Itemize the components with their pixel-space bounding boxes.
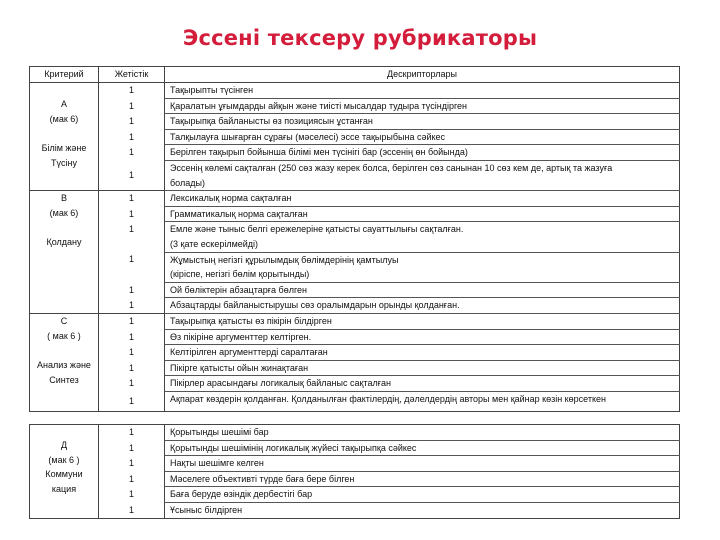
descriptor-cell	[165, 160, 680, 190]
score-cell: 1	[99, 329, 165, 345]
table-row	[30, 456, 680, 472]
score-cell: 1	[99, 298, 165, 314]
table-row	[30, 487, 680, 503]
score-cell: 1	[99, 145, 165, 161]
criterion-c-name-1: Анализ және	[37, 360, 91, 371]
criterion-b-name: Қолдану	[46, 237, 82, 248]
descriptor-cell: Ой бөліктерін абзацтарға бөлген	[165, 282, 680, 298]
criterion-a	[30, 83, 99, 191]
descriptor-line-2: (кіріспе, негізгі бөлім қорытынды)	[170, 269, 310, 280]
score-cell: 1	[99, 252, 165, 282]
score-cell: 1	[99, 160, 165, 190]
score-cell: 1	[99, 191, 165, 207]
table-row	[30, 376, 680, 392]
header-descriptors: Дескрипторлары	[165, 67, 680, 83]
table-row	[30, 282, 680, 298]
score-cell: 1	[99, 83, 165, 99]
score-cell: 1	[99, 360, 165, 376]
descriptor-cell: Тақырыпқа байланысты өз позициясын ұстанған	[165, 114, 680, 130]
rubric-table	[29, 66, 680, 412]
score-cell: 1	[99, 487, 165, 503]
criterion-d-name-2: кация	[51, 483, 77, 494]
table-row	[30, 206, 680, 222]
criterion-a-name-1: Білім және	[41, 143, 87, 154]
descriptor-cell: Тақырыпты түсінген	[165, 83, 680, 99]
table-row	[30, 329, 680, 345]
score-cell: 1	[99, 425, 165, 441]
descriptor-cell: Лексикалық норма сақталған	[165, 191, 680, 207]
descriptor-line-1: Эссенің көлемі сақталған (250 сөз жазу керек болса, берілген сөз санынан 10 сөз кем де, артық та жазуға	[170, 162, 613, 173]
table-row	[30, 471, 680, 487]
descriptor-cell: Ұсыныс білдірген	[165, 502, 680, 518]
descriptor-line-2: болады)	[170, 177, 205, 188]
descriptor-cell: Нақты шешімге келген	[165, 456, 680, 472]
descriptor-cell: Ақпарат көздерін қолданған. Қолданылған фактілердің, дәлелдердің авторы мен қайнар көзін көрсеткен	[165, 391, 680, 411]
table-row	[30, 298, 680, 314]
criterion-c	[30, 313, 99, 411]
criterion-d	[30, 425, 99, 519]
criterion-d-max: (мак 6 )	[48, 454, 80, 465]
score-cell: 1	[99, 313, 165, 329]
descriptor-cell: Абзацтарды байланыстырушы сөз оралымдарын орынды қолданған.	[165, 298, 680, 314]
descriptor-cell: Грамматикалық норма сақталған	[165, 206, 680, 222]
page-title: Эссені тексеру рубрикаторы	[182, 26, 538, 50]
table-row	[30, 425, 680, 441]
descriptor-cell: Мәселеге объективті түрде баға бере білген	[165, 471, 680, 487]
score-cell: 1	[99, 456, 165, 472]
descriptor-cell	[165, 252, 680, 282]
descriptor-line-1: Емле және тыныс белгі ережелеріне қатысты сауаттылығы сақталған.	[170, 224, 464, 235]
table-header-row	[30, 67, 680, 83]
criterion-c-name-2: Синтез	[49, 374, 79, 385]
score-cell: 1	[99, 282, 165, 298]
descriptor-cell: Қорытынды шешімі бар	[165, 425, 680, 441]
score-cell: 1	[99, 345, 165, 361]
descriptor-cell	[165, 222, 680, 252]
criterion-d-letter: Д	[60, 440, 68, 450]
score-cell: 1	[99, 502, 165, 518]
score-cell: 1	[99, 471, 165, 487]
descriptor-cell: Қаралатын ұғымдарды айқын және тиісті мысалдар тудыра түсіндірген	[165, 98, 680, 114]
score-cell: 1	[99, 114, 165, 130]
descriptor-cell: Келтірілген аргументтерді саралтаған	[165, 345, 680, 361]
criterion-d-name-1: Коммуни	[45, 469, 83, 480]
descriptor-cell: Пікірлер арасындағы логикалық байланыс сақталған	[165, 376, 680, 392]
table-row	[30, 252, 680, 282]
table-row	[30, 145, 680, 161]
criterion-c-letter: С	[60, 315, 68, 326]
criterion-b	[30, 191, 99, 314]
score-cell: 1	[99, 98, 165, 114]
table-row	[30, 440, 680, 456]
criterion-b-max: (мак 6)	[49, 207, 79, 218]
table-row	[30, 83, 680, 99]
table-row	[30, 98, 680, 114]
descriptor-cell: Пікірге қатысты ойын жинақтаған	[165, 360, 680, 376]
score-cell: 1	[99, 206, 165, 222]
descriptor-line-2: (3 қате ескерілмейді)	[170, 238, 259, 249]
criterion-a-max: (мак 6)	[49, 113, 79, 124]
table-row	[30, 345, 680, 361]
descriptor-cell: Берілген тақырып бойынша білімі мен түсінігі бар (эссенің өн бойында)	[165, 145, 680, 161]
descriptor-cell: Талқылауға шығарған сұрағы (мәселесі) эссе тақырыбына сәйкес	[165, 129, 680, 145]
descriptor-cell: Қорытынды шешімінің логикалық жүйесі тақырыпқа сәйкес	[165, 440, 680, 456]
descriptor-cell: Тақырыпқа қатысты өз пікірін білдірген	[165, 313, 680, 329]
header-score: Жетістік	[99, 67, 165, 83]
table-row	[30, 313, 680, 329]
table-row	[30, 129, 680, 145]
descriptor-cell: Өз пікіріне аргументтер келтірген.	[165, 329, 680, 345]
rubric-table-d	[29, 424, 680, 519]
score-cell: 1	[99, 391, 165, 411]
table-row	[30, 360, 680, 376]
table-row	[30, 222, 680, 252]
table-row	[30, 391, 680, 411]
header-criterion: Критерий	[30, 67, 99, 83]
table-row	[30, 114, 680, 130]
criterion-b-letter: В	[60, 193, 67, 204]
score-cell: 1	[99, 376, 165, 392]
score-cell: 1	[99, 440, 165, 456]
score-cell: 1	[99, 129, 165, 145]
criterion-a-name-2: Түсіну	[51, 157, 77, 168]
table-row	[30, 502, 680, 518]
descriptor-cell: Баға беруде өзіндік дербестігі бар	[165, 487, 680, 503]
criterion-c-max: ( мак 6 )	[47, 330, 81, 341]
table-row	[30, 191, 680, 207]
criterion-a-letter: А	[60, 99, 67, 109]
descriptor-line-1: Жұмыстың негізгі құрылымдық бөлімдерінің қамтылуы	[170, 254, 399, 265]
score-cell: 1	[99, 222, 165, 252]
table-row	[30, 160, 680, 190]
